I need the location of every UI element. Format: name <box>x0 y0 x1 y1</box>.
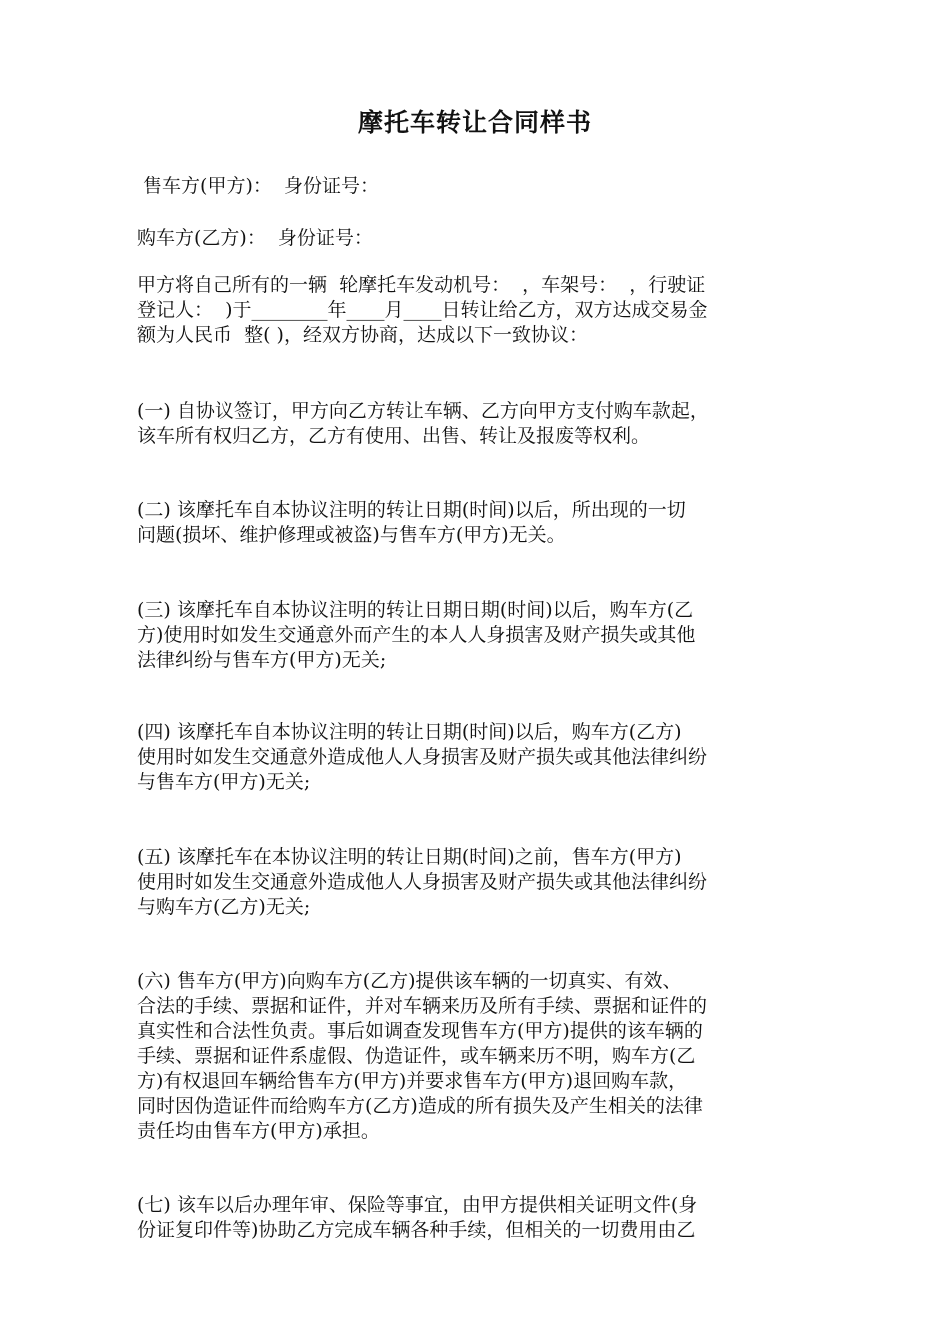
clause-1-line: 该车所有权归乙方，乙方有使用、出售、转让及报废等权利。 <box>137 425 651 447</box>
clause-4-line: 与售车方(甲方)无关; <box>137 771 311 793</box>
clause-3-line: 法律纠纷与售车方(甲方)无关; <box>137 649 387 671</box>
intro-line: 额为人民币 整( )，经双方协商，达成以下一致协议： <box>137 324 588 346</box>
clause-6-line: 手续、票据和证件系虚假、伪造证件，或车辆来历不明，购车方(乙 <box>137 1045 696 1067</box>
clause-6-line: 责任均由售车方(甲方)承担。 <box>137 1120 380 1142</box>
clause-4-line: 使用时如发生交通意外造成他人人身损害及财产损失或其他法律纠纷 <box>137 746 708 768</box>
clause-7-line: 份证复印件等)协助乙方完成车辆各种手续，但相关的一切费用由乙 <box>137 1219 696 1241</box>
document-title: 摩托车转让合同样书 <box>357 108 592 137</box>
clause-6-line: 真实性和合法性负责。事后如调查发现售车方(甲方)提供的该车辆的 <box>137 1020 703 1042</box>
clause-6-line: (六) 售车方(甲方)向购车方(乙方)提供该车辆的一切真实、有效、 <box>137 970 682 992</box>
clause-3-line: 方)使用时如发生交通意外而产生的本人人身损害及财产损失或其他 <box>137 624 696 646</box>
clause-4-line: (四) 该摩托车自本协议注明的转让日期(时间)以后，购车方(乙方) <box>137 721 682 743</box>
clause-5-line: (五) 该摩托车在本协议注明的转让日期(时间)之前，售车方(甲方) <box>137 846 682 868</box>
clause-2-line: 问题(损坏、维护修理或被盗)与售车方(甲方)无关。 <box>137 524 566 546</box>
intro-line: 登记人： )于________年____月____日转让给乙方，双方达成交易金 <box>137 299 708 321</box>
clause-6-line: 方)有权退回车辆给售车方(甲方)并要求售车方(甲方)退回购车款， <box>137 1070 688 1092</box>
clause-6-line: 合法的手续、票据和证件，并对车辆来历及所有手续、票据和证件的 <box>137 995 708 1017</box>
seller-line: 售车方(甲方)： 身份证号： <box>137 175 379 197</box>
clause-1-line: (一) 自协议签订，甲方向乙方转让车辆、乙方向甲方支付购车款起， <box>137 400 709 422</box>
clause-5-line: 使用时如发生交通意外造成他人人身损害及财产损失或其他法律纠纷 <box>137 871 708 893</box>
clause-5-line: 与购车方(乙方)无关; <box>137 896 311 918</box>
clause-7-line: (七) 该车以后办理年审、保险等事宜，由甲方提供相关证明文件(身 <box>137 1194 698 1216</box>
buyer-line: 购车方(乙方)： 身份证号： <box>137 227 373 249</box>
clause-6-line: 同时因伪造证件而给购车方(乙方)造成的所有损失及产生相关的法律 <box>137 1095 703 1117</box>
clause-2-line: (二) 该摩托车自本协议注明的转让日期(时间)以后，所出现的一切 <box>137 499 686 521</box>
intro-line: 甲方将自己所有的一辆 轮摩托车发动机号： ，车架号： ，行驶证 <box>137 274 706 296</box>
clause-3-line: (三) 该摩托车自本协议注明的转让日期日期(时间)以后，购车方(乙 <box>137 599 694 621</box>
